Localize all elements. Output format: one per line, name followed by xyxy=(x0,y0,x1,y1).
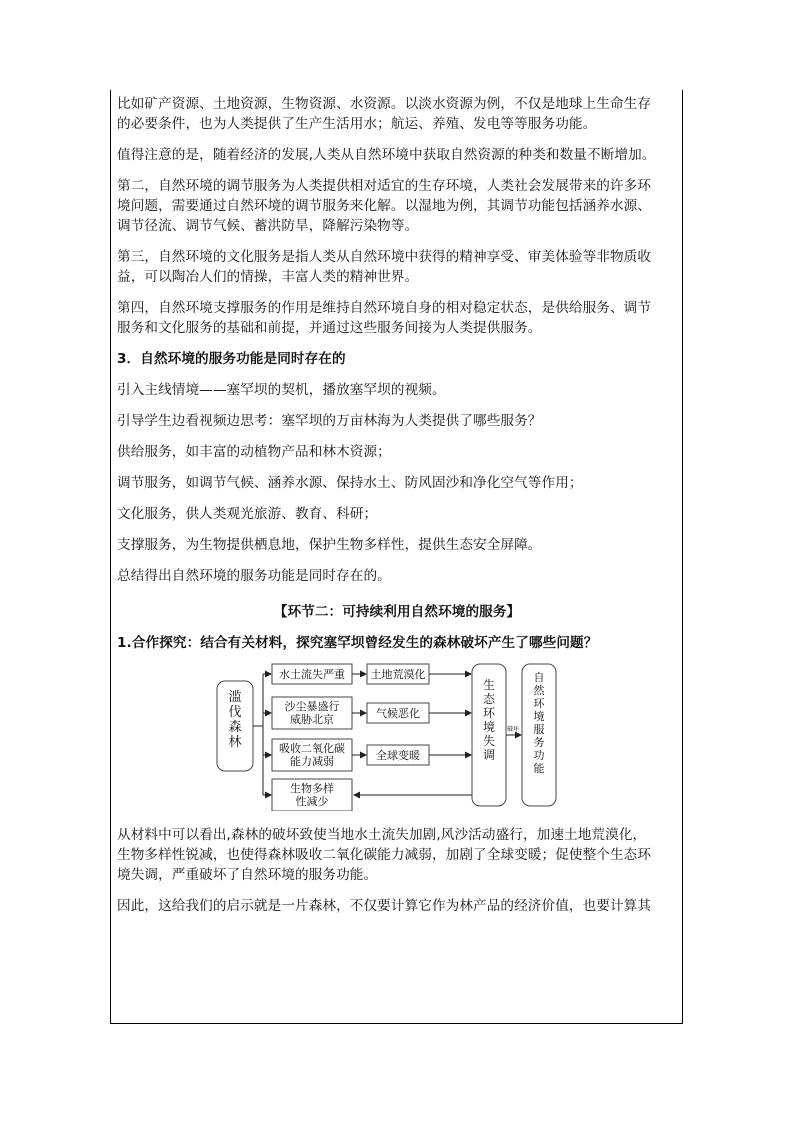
paragraph-line: 生物多样性锐减，也使得森林吸收二氧化碳能力减弱，加剧了全球变暖；促使整个生态环 xyxy=(117,847,652,863)
diagram-label-services: 自然环境服务功能 xyxy=(533,671,545,775)
paragraph-line: 调节径流、调节气候、蓄洪防旱，降解污染物等。 xyxy=(117,218,419,234)
paragraph-line: 支撑服务，为生物提供栖息地，保护生物多样性，提供生态安全屏障。 xyxy=(117,537,542,553)
paragraph-line: 第二，自然环境的调节服务为人类提供相对适宜的生存环境，人类社会发展带来的许多环 xyxy=(117,178,652,194)
diagram-label-imbalance: 生态环境失调 xyxy=(482,678,496,762)
paragraph-line: 3．自然环境的服务功能是同时存在的 xyxy=(117,351,346,367)
paragraph-line: 文化服务，供人类观光旅游、教育、科研； xyxy=(117,506,378,522)
diagram-label-result-3: 全球变暖 xyxy=(376,749,420,762)
diagram-label-destroy: 破坏 xyxy=(506,726,520,733)
forest-diagram xyxy=(117,659,677,811)
paragraph-line: 供给服务，如丰富的动植物产品和林木资源； xyxy=(117,444,391,460)
paragraph-line: 服务和文化服务的基础和前提，并通过这些服务间接为人类提供服务。 xyxy=(117,320,542,336)
diagram-label-result-2: 气候恶化 xyxy=(376,707,420,720)
paragraph-line: 境问题，需要通过自然环境的调节服务来化解。以湿地为例，其调节功能包括涵养水源、 xyxy=(117,198,652,214)
diagram-label-result-1: 土地荒漠化 xyxy=(370,668,426,681)
diagram-label-effect-1: 水土流失严重 xyxy=(279,668,345,681)
paragraph-line: 调节服务，如调节气候、涵养水源、保持水土、防风固沙和净化空气等作用； xyxy=(117,475,583,491)
paragraphs-top xyxy=(117,94,677,586)
paragraph-line: 第三，自然环境的文化服务是指人类从自然环境中获得的精神享受、审美体验等非物质收 xyxy=(117,249,652,265)
paragraph-line: 从材料中可以看出,森林的破坏致使当地水土流失加剧,风沙活动盛行，加速土地荒漠化， xyxy=(117,827,647,843)
paragraph-line: 引入主线情境——塞罕坝的契机，播放塞罕坝的视频。 xyxy=(117,382,446,398)
paragraph-line: 的必要条件，也为人类提供了生产生活用水；航运、养殖、发电等等服务功能。 xyxy=(117,116,597,132)
paragraph-line: 总结得出自然环境的服务功能是同时存在的。 xyxy=(117,568,391,584)
diagram-label-effect-4: 生物多样性减少 xyxy=(290,782,334,808)
paragraph-line: 引导学生边看视频边思考：塞罕坝的万亩林海为人类提供了哪些服务？ xyxy=(117,413,542,429)
paragraph-line: 益，可以陶冶人们的情操，丰富人类的精神世界。 xyxy=(117,269,419,285)
diagram-label-effect-2: 沙尘暴盛行威胁北京 xyxy=(284,700,340,726)
paragraph-line: 第四，自然环境支撑服务的作用是维持自然环境自身的相对稳定状态，是供给服务、调节 xyxy=(117,300,652,316)
diagram-svg xyxy=(117,659,677,811)
question-heading: 1.合作探究：结合有关材料，探究塞罕坝曾经发生的森林破坏产生了哪些问题？ xyxy=(117,635,598,651)
section-heading: 【环节二：可持续利用自然环境的服务】 xyxy=(273,604,521,620)
paragraph-line: 境失调，严重破坏了自然环境的服务功能。 xyxy=(117,867,378,883)
document-body xyxy=(117,94,677,916)
paragraphs-bottom xyxy=(117,825,677,916)
diagram-label-deforestation: 滥伐森林 xyxy=(228,690,242,750)
paragraph-line: 值得注意的是，随着经济的发展,人类从自然环境中获取自然资源的种类和数量不断增加。 xyxy=(117,147,656,163)
paragraph-line: 比如矿产资源、土地资源，生物资源、水资源。以淡水资源为例，不仅是地球上生命生存 xyxy=(117,96,652,112)
paragraph-line: 因此，这给我们的启示就是一片森林，不仅要计算它作为林产品的经济价值，也要计算其 xyxy=(117,898,652,914)
diagram-label-effect-3: 吸收二氧化碳能力减弱 xyxy=(279,742,345,768)
